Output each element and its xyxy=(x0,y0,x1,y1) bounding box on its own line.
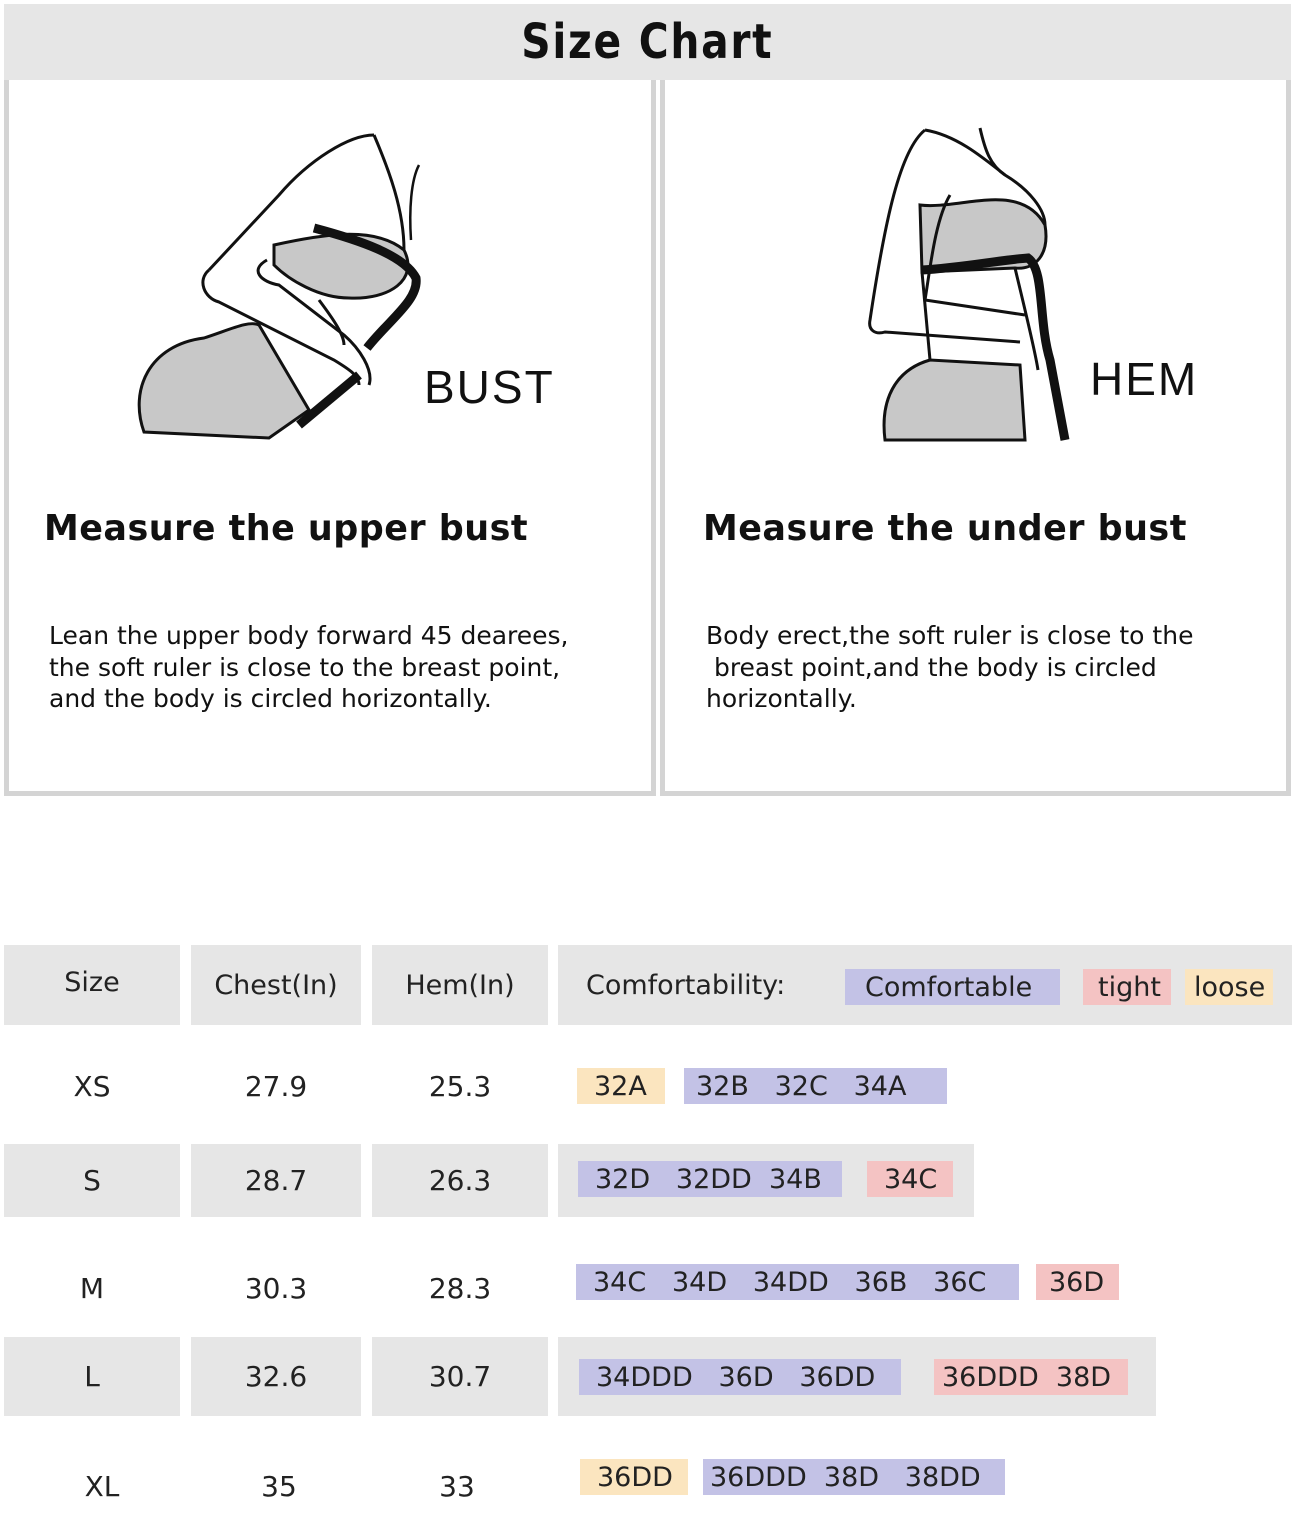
header-size: Size xyxy=(4,945,180,1025)
title-bar xyxy=(4,4,1291,80)
row-m-hem: 28.3 xyxy=(428,1271,492,1305)
legend-loose: loose xyxy=(1185,969,1273,1005)
row-s-chest: 28.7 xyxy=(191,1144,361,1217)
row-xl-hem: 33 xyxy=(439,1469,475,1503)
header-comfortability: Comfortability: xyxy=(586,970,786,1001)
row-m-chest: 30.3 xyxy=(244,1271,308,1305)
row-s-hem: 26.3 xyxy=(372,1144,548,1217)
hem-label: HEM xyxy=(1090,353,1199,405)
row-m-chip-comfortable: 34C 34D 34DD 36B 36C xyxy=(576,1264,1019,1300)
upper-bust-illustration xyxy=(119,120,439,450)
row-m-chip-tight: 36D xyxy=(1036,1264,1119,1300)
row-xs-chip-loose: 32A xyxy=(577,1068,665,1104)
row-s-chip-comfortable: 32D 32DD 34B xyxy=(578,1161,842,1197)
row-xl-chest: 35 xyxy=(261,1469,297,1503)
row-xl-chip-comfortable: 36DDD 38D 38DD xyxy=(703,1459,1005,1495)
upper-bust-heading: Measure the upper bust xyxy=(44,508,529,549)
under-bust-illustration xyxy=(860,120,1090,450)
header-chest: Chest(In) xyxy=(191,945,361,1025)
row-m-size: M xyxy=(79,1271,105,1305)
row-s-chip-tight: 34C xyxy=(867,1161,953,1197)
row-s-size: S xyxy=(4,1144,180,1217)
row-xs-hem: 25.3 xyxy=(428,1069,492,1103)
row-xs-chip-comfortable: 32B 32C 34A xyxy=(684,1068,947,1104)
under-bust-heading: Measure the under bust xyxy=(703,508,1187,549)
row-xs-chest: 27.9 xyxy=(244,1069,308,1103)
page-title: Size Chart xyxy=(521,14,774,70)
row-l-chip-tight: 36DDD 38D xyxy=(934,1359,1128,1395)
row-l-size: L xyxy=(4,1337,180,1416)
row-l-chest: 32.6 xyxy=(191,1337,361,1416)
row-l-hem: 30.7 xyxy=(372,1337,548,1416)
upper-bust-panel xyxy=(4,80,656,796)
legend-comfortable: Comfortable xyxy=(845,969,1060,1005)
upper-bust-description: Lean the upper body forward 45 dearees, the soft ruler is close to the breast point, and the body is circled horizontally. xyxy=(49,621,569,713)
row-l-chip-comfortable: 34DDD 36D 36DD xyxy=(579,1359,901,1395)
legend-tight: tight xyxy=(1083,969,1171,1005)
row-xl-chip-loose: 36DD xyxy=(580,1459,688,1495)
header-hem: Hem(In) xyxy=(372,945,548,1025)
row-xs-size: XS xyxy=(73,1069,111,1103)
under-bust-description: Body erect,the soft ruler is close to the breast point,and the body is circled horizontally. xyxy=(706,621,1194,713)
under-bust-panel xyxy=(660,80,1291,796)
bust-label: BUST xyxy=(424,361,555,413)
row-xl-size: XL xyxy=(84,1469,120,1503)
